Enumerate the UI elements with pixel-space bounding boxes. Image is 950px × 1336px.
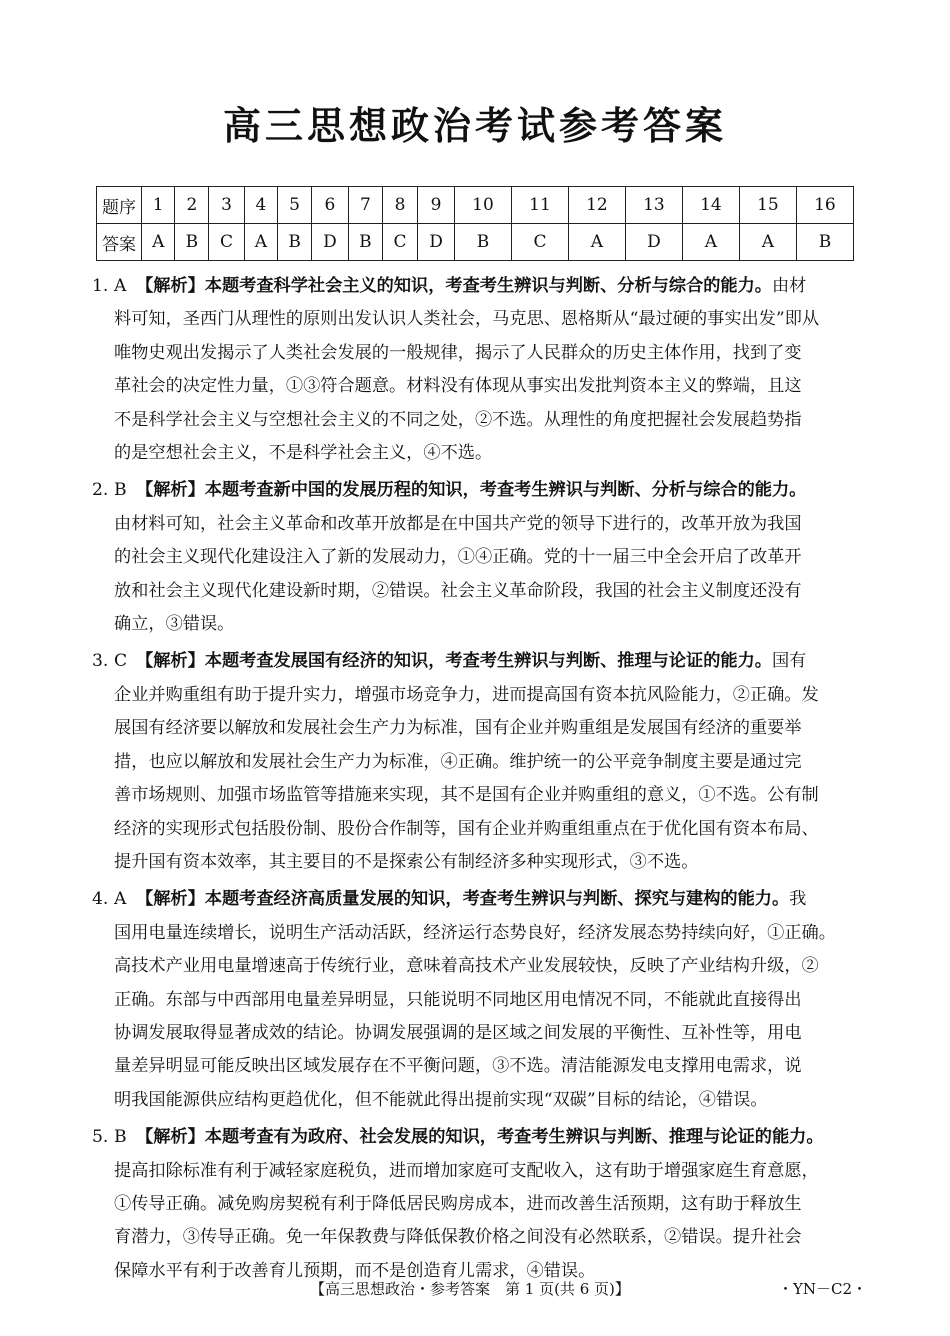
item-answer: A bbox=[114, 889, 127, 910]
item-text-line: 确立，③错误。 bbox=[114, 614, 235, 635]
answer-cell: A bbox=[739, 224, 796, 261]
answer-cell: A bbox=[568, 224, 625, 261]
explanation-item-1 bbox=[92, 270, 862, 470]
answer-cell: D bbox=[312, 224, 349, 261]
question-number-cell: 2 bbox=[175, 187, 209, 224]
question-number-cell: 8 bbox=[382, 187, 417, 224]
item-answer: B bbox=[114, 480, 127, 501]
item-text-line: 提高扣除标准有利于减轻家庭税负，进而增加家庭可支配收入，这有助于增强家庭生育意愿， bbox=[114, 1160, 819, 1181]
item-text-line: 料可知，圣西门从理性的原则出发认识人类社会，马克思、恩格斯从“最过硬的事实出发”即从 bbox=[114, 309, 820, 330]
item-text-line: 协调发展取得显著成效的结论。协调发展强调的是区域之间发展的平衡性、互补性等，用电 bbox=[114, 1022, 802, 1043]
footer-page-info: 【高三思想政治・参考答案 第 1 页(共 6 页)】 bbox=[310, 1280, 630, 1298]
item-analysis-heading: 【解析】本题考查有为政府、社会发展的知识，考查考生辨识与判断、推理与论证的能力。 bbox=[136, 1127, 824, 1148]
answer-row bbox=[97, 224, 854, 261]
item-answer: B bbox=[114, 1127, 127, 1148]
item-text-line: 不是科学社会主义与空想社会主义的不同之处，②不选。从理性的角度把握社会发展趋势指 bbox=[114, 409, 802, 430]
answer-cell: C bbox=[209, 224, 244, 261]
explanation-item-4 bbox=[92, 883, 862, 1117]
item-text-line: 提升国有资本效率，其主要目的不是探索公有制经济多种实现形式，③不选。 bbox=[114, 851, 699, 872]
item-text-line: ①传导正确。减免购房契税有利于降低居民购房成本，进而改善生活预期，这有助于释放生 bbox=[114, 1193, 802, 1214]
page-title: 高三思想政治考试参考答案 bbox=[222, 104, 727, 148]
item-text-line: 由材 bbox=[771, 276, 807, 296]
answer-cell: C bbox=[511, 224, 568, 261]
answer-cell: D bbox=[418, 224, 455, 261]
answer-cell: D bbox=[625, 224, 682, 261]
question-number-cell: 12 bbox=[568, 187, 625, 224]
answer-cell: B bbox=[454, 224, 511, 261]
item-text-line: 国有 bbox=[771, 651, 807, 672]
item-text-line: 放和社会主义现代化建设新时期，②错误。社会主义革命阶段，我国的社会主义制度还没有 bbox=[114, 580, 802, 601]
question-number-cell: 7 bbox=[348, 187, 382, 224]
question-number-cell: 6 bbox=[312, 187, 349, 224]
question-number-cell: 16 bbox=[796, 187, 853, 224]
question-number-cell: 4 bbox=[244, 187, 277, 224]
item-text-line: 展国有经济要以解放和发展社会生产力为标准，国有企业并购重组是发展国有经济的重要举 bbox=[114, 718, 802, 739]
item-text-line: 正确。东部与中西部用电量差异明显，只能说明不同地区用电情况不同，不能就此直接得出 bbox=[114, 989, 802, 1010]
answer-cell: B bbox=[175, 224, 209, 261]
item-answer: C bbox=[114, 651, 128, 672]
answer-cell: C bbox=[382, 224, 417, 261]
item-text-line: 的是空想社会主义，不是科学社会主义，④不选。 bbox=[114, 443, 493, 464]
item-number: 2. bbox=[92, 480, 109, 501]
item-text-line: 企业并购重组有助于提升实力，增强市场竞争力，进而提高国有资本抗风险能力，②正确。发 bbox=[114, 684, 819, 705]
question-number-cell: 14 bbox=[682, 187, 739, 224]
answer-cell: B bbox=[348, 224, 382, 261]
row-label-question-number: 题序 bbox=[97, 187, 142, 224]
answer-cell: B bbox=[796, 224, 853, 261]
explanation-item-3 bbox=[92, 645, 862, 879]
item-text-line: 明我国能源供应结构更趋优化，但不能就此得出提前实现“双碳”目标的结论，④错误。 bbox=[114, 1089, 768, 1110]
item-number: 3. bbox=[92, 651, 109, 672]
question-number-cell: 1 bbox=[142, 187, 175, 224]
row-label-answer: 答案 bbox=[97, 224, 142, 261]
item-text-line: 我 bbox=[789, 889, 807, 910]
item-answer: A bbox=[114, 276, 127, 296]
item-text-line: 的社会主义现代化建设注入了新的发展动力，①④正确。党的十一届三中全会开启了改革开 bbox=[114, 547, 802, 568]
item-text-line: 保障水平有利于改善育儿预期，而不是创造育儿需求，④错误。 bbox=[114, 1260, 596, 1281]
item-text-line: 革社会的决定性力量，①③符合题意。材料没有体现从事实出发批判资本主义的弊端，且这 bbox=[114, 376, 802, 397]
answer-cell: A bbox=[244, 224, 277, 261]
answer-cell: A bbox=[142, 224, 175, 261]
item-text-line: 唯物史观出发揭示了人类社会发展的一般规律，揭示了人民群众的历史主体作用，找到了变 bbox=[114, 342, 802, 363]
question-number-row bbox=[97, 187, 854, 224]
item-number: 1. bbox=[92, 276, 109, 296]
item-text-line: 由材料可知，社会主义革命和改革开放都是在中国共产党的领导下进行的，改革开放为我国 bbox=[114, 513, 802, 534]
item-text-line: 措，也应以解放和发展社会生产力为标准，④正确。维护统一的公平竞争制度主要是通过完 bbox=[114, 751, 802, 772]
question-number-cell: 13 bbox=[625, 187, 682, 224]
item-text-line: 经济的实现形式包括股份制、股份合作制等，国有企业并购重组重点在于优化国有资本布局、 bbox=[114, 818, 819, 839]
item-text-line: 国用电量连续增长，说明生产活动活跃，经济运行态势良好，经济发展态势持续向好，①正确。 bbox=[114, 922, 836, 943]
item-analysis-heading: 【解析】本题考查科学社会主义的知识，考查考生辨识与判断、分析与综合的能力。 bbox=[136, 276, 772, 296]
answer-cell: B bbox=[278, 224, 312, 261]
item-number: 5. bbox=[92, 1127, 109, 1148]
item-analysis-heading: 【解析】本题考查新中国的发展历程的知识，考查考生辨识与判断、分析与综合的能力。 bbox=[136, 480, 807, 501]
question-number-cell: 3 bbox=[209, 187, 244, 224]
question-number-cell: 9 bbox=[418, 187, 455, 224]
item-number: 4. bbox=[92, 889, 109, 910]
item-text-line: 高技术产业用电量增速高于传统行业，意味着高技术产业发展较快，反映了产业结构升级，② bbox=[114, 956, 819, 977]
explanations bbox=[92, 270, 862, 1292]
explanation-item-2 bbox=[92, 474, 862, 641]
footer-code: ・YN－C2・ bbox=[778, 1280, 868, 1298]
item-text-line: 善市场规则、加强市场监管等措施来实现，其不是国有企业并购重组的意义，①不选。公有制 bbox=[114, 785, 819, 806]
question-number-cell: 11 bbox=[511, 187, 568, 224]
item-analysis-heading: 【解析】本题考查发展国有经济的知识，考查考生辨识与判断、推理与论证的能力。 bbox=[136, 651, 772, 672]
question-number-cell: 10 bbox=[454, 187, 511, 224]
question-number-cell: 15 bbox=[739, 187, 796, 224]
item-text-line: 育潜力，③传导正确。免一年保教费与降低保教价格之间没有必然联系，②错误。提升社会 bbox=[114, 1227, 802, 1248]
question-number-cell: 5 bbox=[278, 187, 312, 224]
answer-table bbox=[96, 186, 854, 261]
answer-cell: A bbox=[682, 224, 739, 261]
item-text-line: 量差异明显可能反映出区域发展存在不平衡问题，③不选。清洁能源发电支撑用电需求，说 bbox=[114, 1056, 802, 1077]
explanation-item-5 bbox=[92, 1121, 862, 1288]
item-analysis-heading: 【解析】本题考查经济高质量发展的知识，考查考生辨识与判断、探究与建构的能力。 bbox=[136, 889, 790, 910]
